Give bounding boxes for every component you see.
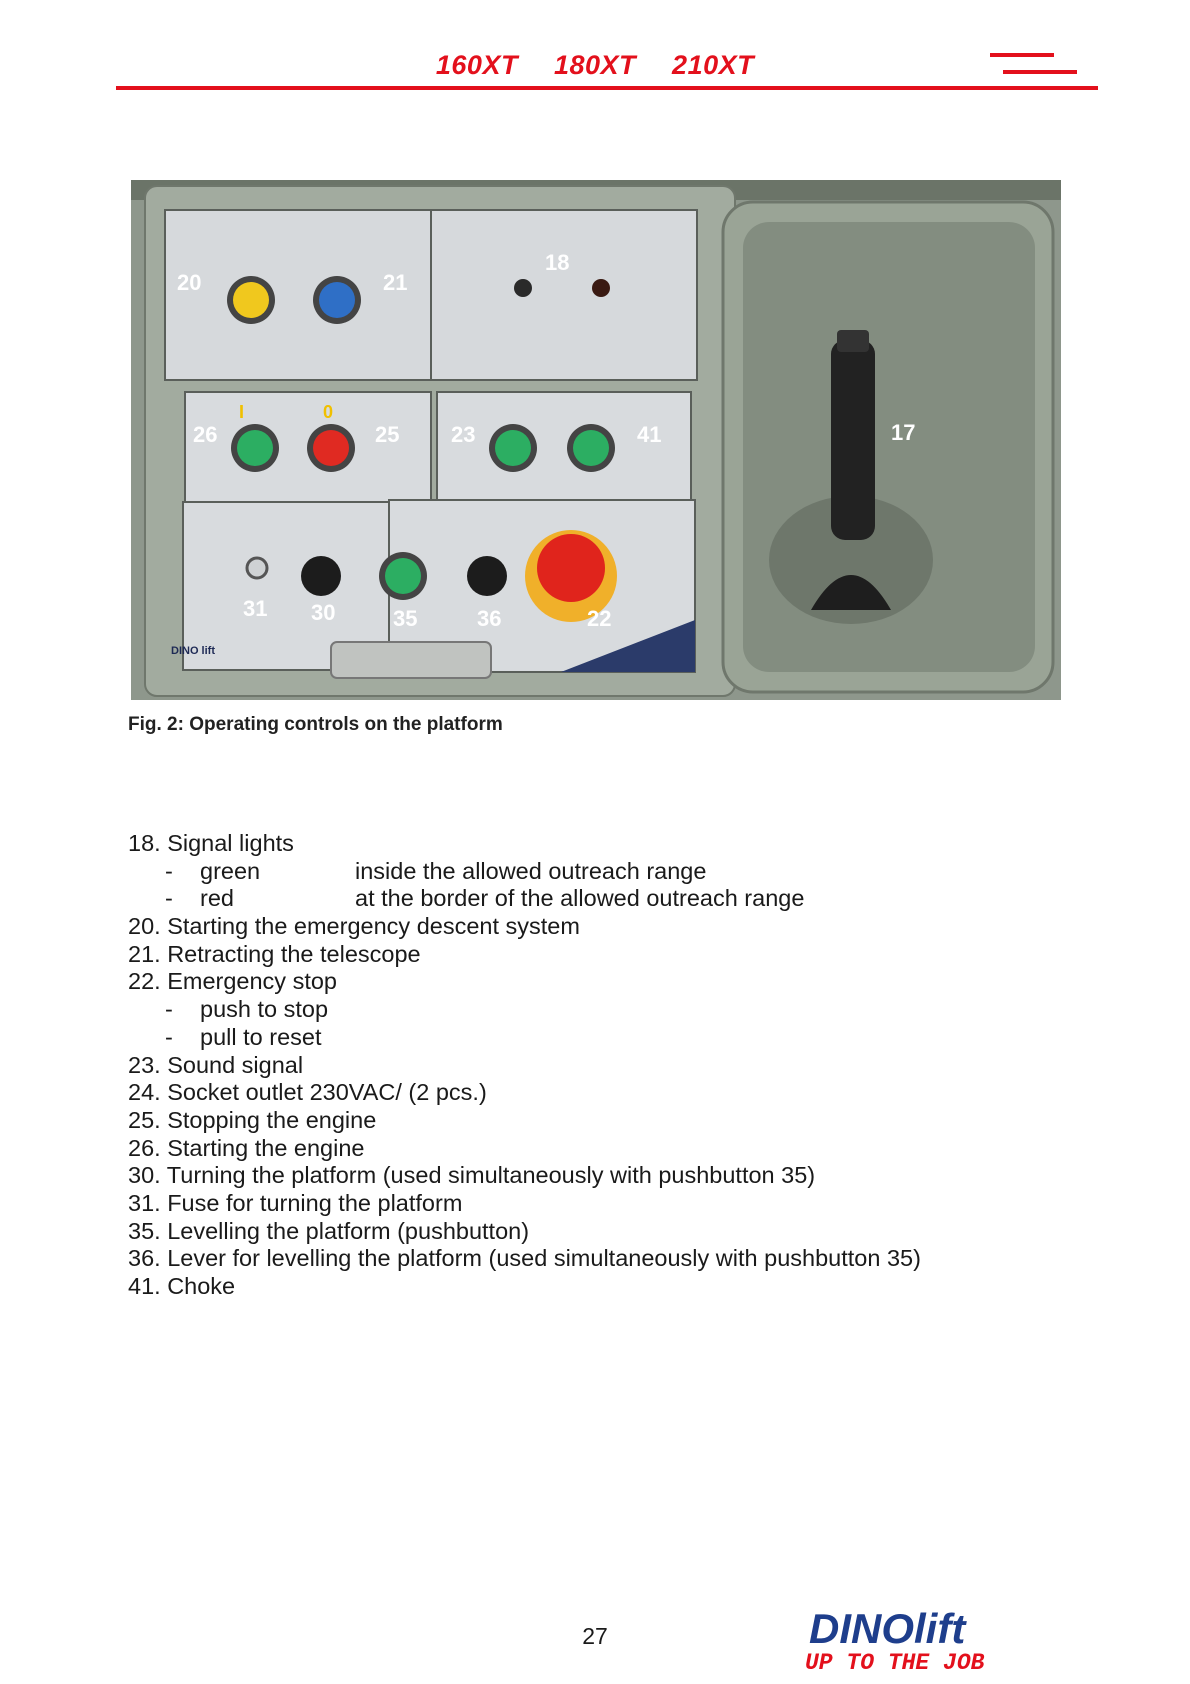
list-subitem-label: pull to reset [200,1023,322,1050]
callout-25: 25 [375,422,400,447]
callout-26: 26 [193,422,218,447]
list-subitem [128,996,921,1024]
signal-light-green [514,279,532,297]
panel-brand: DINO lift [171,645,215,657]
list-dash: - [165,857,173,884]
list-item: 26. Starting the engine [128,1134,365,1161]
page-number: 27 [582,1623,608,1649]
list-dash: - [165,885,173,912]
list-item: 30. Turning the platform (used simultaneously with pushbutton 35) [128,1162,816,1189]
callout-31: 31 [243,596,268,621]
list-item: 18. Signal lights [128,830,294,856]
model-210xt: 210XT [672,50,755,80]
model-160xt: 160XT [435,50,518,80]
symbol-start: I [239,402,245,422]
list-item: 24. Socket outlet 230VAC/ (2 pcs.) [128,1079,487,1106]
signal-light-red [592,279,610,297]
list-subitem [128,858,921,886]
logo-slogan: UP TO THE JOB [805,1650,985,1675]
operating-controls-photo [131,180,1061,700]
list-subitem [128,885,921,913]
joystick-17 [831,340,875,540]
list-item: 21. Retracting the telescope [128,940,421,967]
list-item: 35. Levelling the platform (pushbutton) [128,1217,530,1244]
symbol-stop: 0 [323,402,334,422]
button-35-level-platform [385,558,421,594]
callout-22: 22 [587,606,612,631]
list-item: 20. Starting the emergency descent system [128,913,580,940]
list-subitem-label: green [200,857,261,884]
list-dash: - [165,1023,173,1050]
list-subitem-description: inside the allowed outreach range [355,857,707,884]
list-subitem [128,1024,921,1052]
list-item: 22. Emergency stop [128,968,337,995]
list-subitem-label: push to stop [200,996,329,1023]
header-mark-line-1 [990,53,1054,57]
list-subitem-label: red [200,885,234,912]
button-21-retract-telescope [319,282,355,318]
lever-36-level-platform [467,556,507,596]
callout-17: 17 [891,420,916,445]
button-26-start-engine [237,430,273,466]
callout-23: 23 [451,422,476,447]
figure-caption: Fig. 2: Operating controls on the platform [128,714,503,735]
list-dash: - [165,996,173,1023]
callout-21: 21 [383,270,408,295]
list-item: 41. Choke [128,1273,236,1299]
button-25-stop-engine [313,430,349,466]
logo-name: DINOlift [809,1605,966,1652]
controls-list [128,830,921,1301]
list-item: 36. Lever for levelling the platform (used simultaneously with pushbutton 35) [128,1245,921,1272]
knob-30-turn-platform [301,556,341,596]
callout-35: 35 [393,606,418,631]
callout-36: 36 [477,606,502,631]
list-subitem-description: at the border of the allowed outreach range [355,885,805,912]
callout-18: 18 [545,250,570,275]
header-rule [116,86,1098,90]
callout-30: 30 [311,600,336,625]
button-41-choke [573,430,609,466]
model-180xt: 180XT [553,50,637,80]
header-mark-line-2 [1003,70,1077,74]
list-item: 25. Stopping the engine [128,1106,377,1133]
callout-41: 41 [637,422,662,447]
button-20-emergency-descent [233,282,269,318]
list-item: 31. Fuse for turning the platform [128,1189,463,1216]
list-item: 23. Sound signal [128,1051,304,1078]
dinolift-logo [805,1605,1015,1675]
fuse-31 [247,558,267,578]
button-23-sound-signal [495,430,531,466]
callout-20: 20 [177,270,202,295]
